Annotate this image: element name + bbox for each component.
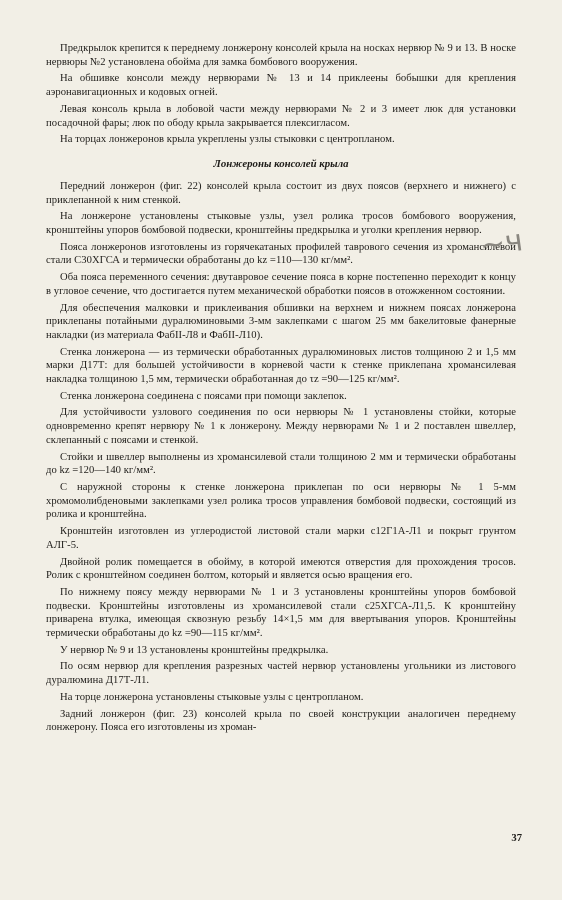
paragraph: Левая консоль крыла в лобовой части между нервюрами № 2 и 3 имеет люк для установки посадочной фары; люк по ободу крыла закрывается плексигласом. [46,103,516,129]
paragraph: Передний лонжерон (фиг. 22) консолей крыла состоит из двух поясов (верхнего и нижнего) с приклепанной к ним стенкой. [46,180,516,206]
paragraph: На лонжероне установлены стыковые узлы, узел ролика тросов бомбового вооружения, кронштейны упоров бомбовой подвески, кронштейны предкрылка и уголки крепления нервюр. [46,211,516,237]
paragraph: По нижнему поясу между нервюрами № 1 и 3 установлены кронштейны упоров бомбовой подвески. Кронштейны изготовлены из хромансилевой стали с25ХГСА-Л1,5. К кронштейну приварена втулка, имеющая сквозную резьбу 14×1,5 мм для ввертывания упоров. Кронштейны термически обработаны до kz =90—115 кг/мм². [46,586,516,640]
paragraph: Пояса лонжеронов изготовлены из горячекатаных профилей таврового сечения из хромансилевой стали С30ХГСА и термически обработаны до kz =110—130 кг/мм². [46,241,516,267]
paragraph: Стенка лонжерона соединена с поясами при помощи заклепок. [60,390,347,402]
paragraph: Стенка лонжерона — из термически обработанных дуралюминовых листов толщиною 2 и 1,5 мм марки Д17Т: для большей устойчивости в корневой части к стенке приклепана хромансилевая накладка толщиною 1,5 мм, термически обработанная до τz =90—125 кг/мм². [46,346,516,386]
section-heading: Лонжероны консолей крыла [213,157,349,170]
page-number: 37 [511,833,522,844]
paragraph: С наружной стороны к стенке лонжерона приклепан по оси нервюры № 1 5-мм хромомолибденовыми заклепками узел ролика тросов управления бомбовой подвески, состоящий из ролика и кронштейна. [46,481,516,521]
paragraph: Задний лонжерон (фиг. 23) консолей крыла по своей конструкции аналогичен переднему лонжерону. Пояса его изготовлены из хроман- [46,708,516,734]
paragraph: На обшивке консоли между нервюрами № 13 и 14 приклеены бобышки для крепления аэронавигационных и кодовых огней. [46,73,516,99]
paragraph: Кронштейн изготовлен из углеродистой листовой стали марки с12Г1А-Л1 и покрыт грунтом АЛГ-5. [46,526,516,551]
paragraph: На торце лонжерона установлены стыковые узлы с центропланом. [60,691,364,703]
paragraph: На торцах лонжеронов крыла укреплены узлы стыковки с центропланом. [60,134,395,146]
paragraph: Оба пояса переменного сечения: двутавровое сечение пояса в корне постепенно переходит к концу в угловое сечение, что достигается путем механической обработки поясов в отожженном состоянии. [46,272,516,297]
handwritten-margin-mark: ~ч [477,223,526,264]
paragraph: Двойной ролик помещается в обойму, в которой имеются отверстия для прохождения тросов. Ролик с кронштейном соединен болтом, который и является осью вращения его. [46,556,516,582]
paragraph: По осям нервюр для крепления разрезных частей нервюр установлены угольники из листового дуралюмина Д17Т-Л1. [46,661,516,687]
paragraph: Стойки и швеллер выполнены из хромансилевой стали толщиною 2 мм и термически обработаны до kz =120—140 кг/мм². [46,451,516,477]
paragraph: Для обеспечения малковки и приклеивания обшивки на верхнем и нижнем поясах лонжерона приклепаны потайными дуралюминовыми 3-мм заклепками с шагом 25 мм бакелитовые фанерные накладки (из материала ФабII-Л8 и ФабII-Л10). [46,302,516,341]
paragraph: Для устойчивости узлового соединения по оси нервюры № 1 установлены стойки, которые одновременно крепят нервюру № 1 к лонжерону. Между нервюрами № 1 и 2 поставлен швеллер, склепанный с поясами и стенкой. [46,407,516,446]
paragraph: Предкрылок крепится к переднему лонжерону консолей крыла на носках нервюр № 9 и 13. В носке нервюры №2 установлена обойма для замка бомбового вооружения. [46,43,516,68]
paragraph: У нервюр № 9 и 13 установлены кронштейны предкрылка. [60,644,329,656]
